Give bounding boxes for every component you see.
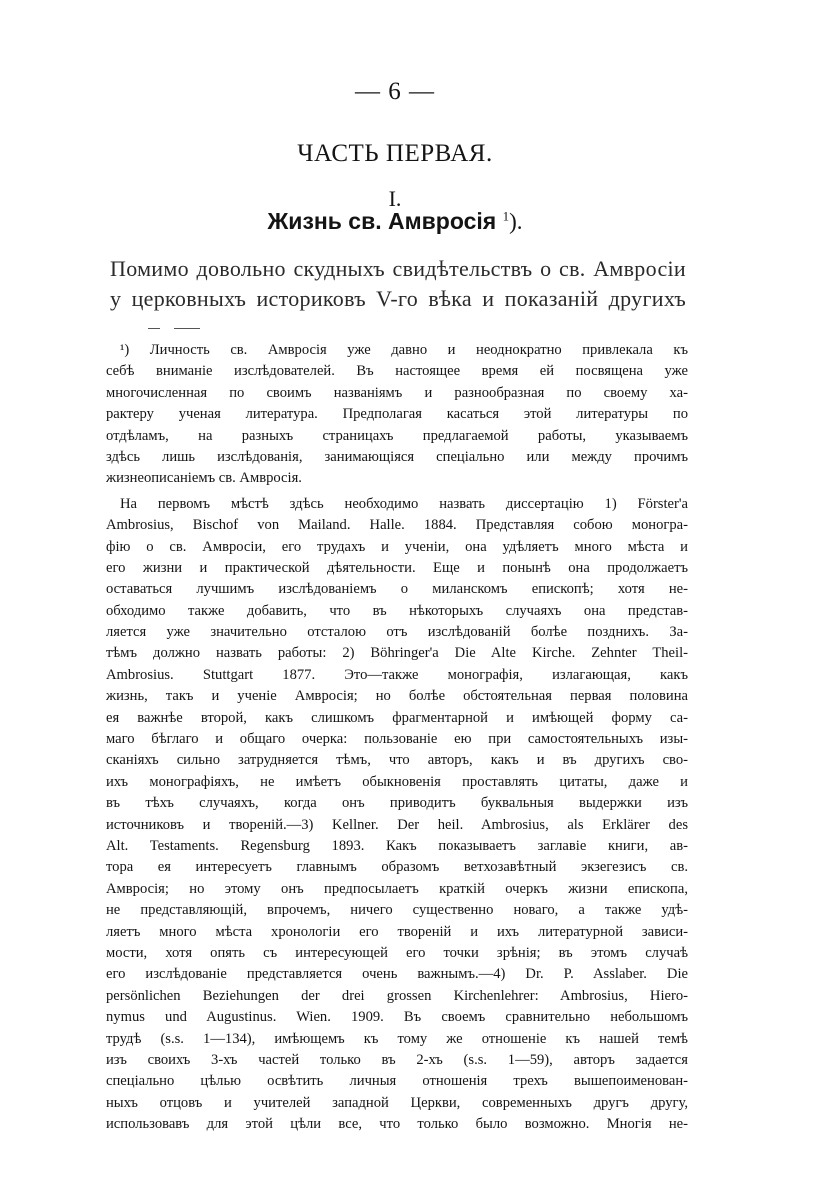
- footnote-line: мости, хотя опять съ интересующей его точки зрѣнія; въ этомъ случаѣ: [106, 944, 688, 961]
- page-number: — 6 —: [355, 78, 435, 105]
- chapter-title-close: ).: [509, 209, 523, 234]
- footnote-line: жизнеописаніемъ св. Амвросія.: [106, 470, 302, 487]
- chapter-title-text: Жизнь св. Амвросія: [267, 208, 497, 234]
- footnote-line: ляется уже значительно отсталою отъ изслѣдованій болѣе позднихъ. За-: [106, 624, 688, 641]
- footnote-line: въ тѣхъ случаяхъ, когда онъ приводитъ буквальныя выдержки изъ: [106, 795, 688, 812]
- footnote-line: маго бѣглаго и общаго очерка: пользованіе ею при самостоятельныхъ изы-: [106, 731, 688, 748]
- footnote-line: трудѣ (s.s. 1—134), имѣющемъ къ тому же отношеніе къ нашей темѣ: [106, 1030, 688, 1047]
- footnote-line: не представляющій, впрочемъ, ничего существенно новаго, а также удѣ-: [106, 902, 688, 919]
- body-text: [110, 254, 686, 314]
- part-title: ЧАСТЬ ПЕРВАЯ.: [297, 140, 493, 167]
- footnote-line: фію о св. Амвросіи, его трудахъ и ученіи, она удѣляетъ много мѣста и: [106, 538, 688, 555]
- footnote-line: ¹) Личность св. Амвросія уже давно и неоднократно привлекала къ: [120, 342, 688, 358]
- footnote-line: тѣмъ должно назвать работы: 2) Böhringer'a Die Alte Kirche. Zehnter Theil-: [106, 645, 688, 662]
- body-line: Помимо довольно скудныхъ свидѣтельствъ о св. Амвросіи: [110, 256, 686, 281]
- footnote-line: жизнь, такъ и ученіе Амвросія; но болѣе обстоятельная первая половина: [106, 688, 688, 705]
- footnote-line: ныхъ отцовъ и учителей западной Церкви, современныхъ другъ другу,: [106, 1094, 688, 1111]
- footnote-line: ея важнѣе второй, какъ слишкомъ фрагментарной и имѣющей форму са-: [106, 709, 688, 726]
- footnote-line: здѣсь лишь изслѣдованія, занимающіяся спеціально или между прочимъ: [106, 448, 688, 465]
- footnote-line: Ambrosius, Bischof von Mailand. Halle. 1884. Представляя собою моногра-: [106, 517, 688, 534]
- footnote-line: Ambrosius. Stuttgart 1877. Это—также монографія, излагающая, какъ: [106, 666, 688, 683]
- footnote-line: persönlichen Beziehungen der drei grossen Kirchenlehrer: Ambrosius, Hiero-: [106, 987, 688, 1004]
- footnote-line: На первомъ мѣстѣ здѣсь необходимо назвать диссертацію 1) Förster'a: [120, 495, 688, 512]
- footnote-separator: [148, 322, 202, 334]
- footnote-line: отдѣламъ, на разныхъ страницахъ предлагаемой работы, указываемъ: [106, 427, 688, 444]
- footnote-line: его изслѣдованіе представляется очень важнымъ.—4) Dr. P. Asslaber. Die: [106, 966, 688, 983]
- footnote-line: себѣ вниманіе изслѣдователей. Въ настоящее время ей посвящена уже: [106, 363, 688, 380]
- footnote-line: рактеру ученая литература. Предполагая касаться этой литературы по: [106, 406, 688, 423]
- footnote-marker: 1: [502, 208, 510, 224]
- footnote-line: ихъ монографіяхъ, не имѣетъ обыкновенія проставлять цитаты, даже и: [106, 773, 688, 790]
- footnote-line: обходимо также добавить, что въ нѣкоторыхъ случаяхъ она представ-: [106, 602, 688, 619]
- footnote-line: тора ея интересуетъ главнымъ образомъ ветхозавѣтный экзегезисъ св.: [106, 859, 688, 876]
- footnote-line: использовавъ для этой цѣли все, что только было возможно. Многія не-: [106, 1116, 688, 1133]
- footnote-line: Alt. Testaments. Regensburg 1893. Какъ показываетъ заглавіе книги, ав-: [106, 837, 688, 854]
- footnote-line: многочисленная по своимъ названіямъ и разнообразная по своему ха-: [106, 384, 688, 401]
- footnote-line: источниковъ и твореній.—3) Kellner. Der heil. Ambrosius, als Erklärer des: [106, 816, 688, 833]
- footnote-line: сканіяхъ сильно затрудняется тѣмъ, что авторъ, какъ и въ другихъ сво-: [106, 752, 688, 769]
- chapter-number: I.: [388, 186, 402, 211]
- chapter-title: [0, 208, 790, 235]
- footnote-line: nymus und Augustinus. Wien. 1909. Въ своемъ сравнительно небольшомъ: [106, 1009, 688, 1026]
- footnotes: [106, 340, 688, 1135]
- footnote-line: ляетъ много мѣста хронологіи его твореній и ихъ литературной зависи-: [106, 923, 688, 940]
- footnote-line: изъ своихъ 3-хъ частей только въ 2-хъ (s.s. 1—59), авторъ задается: [106, 1051, 688, 1068]
- footnote-line: Амвросія; но этому онъ предпосылаетъ краткій очеркъ жизни епископа,: [106, 880, 688, 897]
- footnote-line: спеціально цѣлью освѣтить личныя отношенія трехъ вышепоименован-: [106, 1073, 688, 1090]
- footnote-line: его жизни и практической дѣятельности. Еще и понынѣ она продолжаетъ: [106, 559, 688, 576]
- body-line: у церковныхъ историковъ V-го вѣка и показаній другихъ: [110, 286, 686, 311]
- footnote-line: оставаться лучшимъ изслѣдованіемъ о миланскомъ епископѣ; хотя не-: [106, 581, 688, 598]
